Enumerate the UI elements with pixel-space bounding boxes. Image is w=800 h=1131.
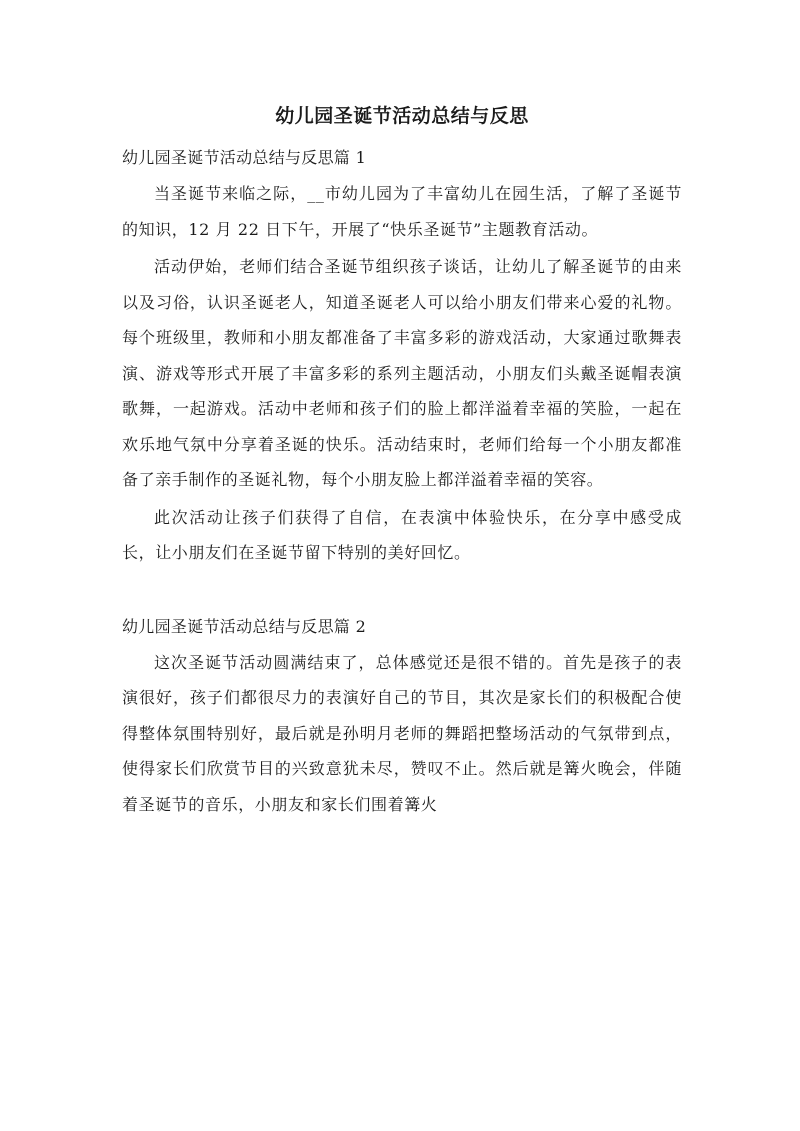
section-2 bbox=[122, 609, 682, 823]
section-2-paragraph-1: 这次圣诞节活动圆满结束了，总体感觉还是很不错的。首先是孩子的表演很好，孩子们都很尽力的表演好自己的节目，其次是家长们的积极配合使得整体氛围特别好，最后就是孙明月老师的舞蹈把整场活动的气氛带到点，使得家长们欣赏节目的兴致意犹未尽，赞叹不止。然后就是篝火晚会，伴随着圣诞节的音乐，小朋友和家长们围着篝火 bbox=[122, 652, 682, 814]
section-2-heading: 幼儿园圣诞节活动总结与反思篇 2 bbox=[122, 616, 367, 636]
section-1-paragraph-2: 活动伊始，老师们结合圣诞节组织孩子谈话，让幼儿了解圣诞节的由来以及习俗，认识圣诞老人，知道圣诞老人可以给小朋友们带来心爱的礼物。每个班级里，教师和小朋友都准备了丰富多彩的游戏活动，大家通过歌舞表演、游戏等形式开展了丰富多彩的系列主题活动，小朋友们头戴圣诞帽表演歌舞，一起游戏。活动中老师和孩子们的脸上都洋溢着幸福的笑脸，一起在欢乐地气氛中分享着圣诞的快乐。活动结束时，老师们给每一个小朋友都准备了亲手制作的圣诞礼物，每个小朋友脸上都洋溢着幸福的笑容。 bbox=[122, 257, 682, 489]
section-1-heading: 幼儿园圣诞节活动总结与反思篇 1 bbox=[122, 148, 367, 167]
section-1 bbox=[122, 140, 682, 571]
section-1-paragraph-1: 当圣诞节来临之际，__市幼儿园为了丰富幼儿在园生活，了解了圣诞节的知识，12 月 22 日下午，开展了“快乐圣诞节”主题教育活动。 bbox=[122, 184, 682, 239]
section-spacer bbox=[122, 573, 682, 609]
document-page bbox=[122, 96, 682, 824]
section-1-paragraph-3: 此次活动让孩子们获得了自信，在表演中体验快乐，在分享中感受成长，让小朋友们在圣诞节留下特别的美好回忆。 bbox=[122, 507, 682, 562]
document-title: 幼儿园圣诞节活动总结与反思 bbox=[275, 105, 529, 127]
